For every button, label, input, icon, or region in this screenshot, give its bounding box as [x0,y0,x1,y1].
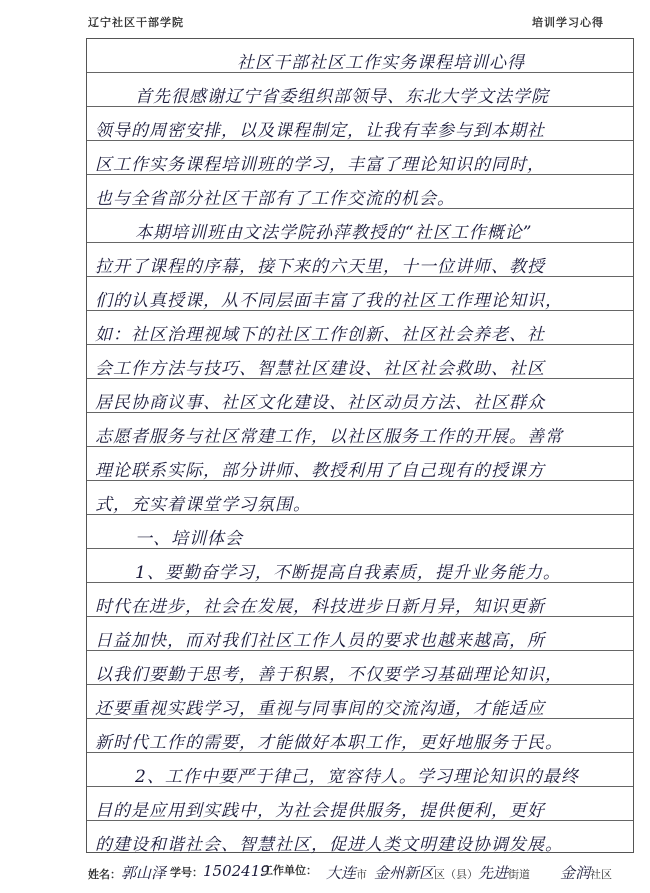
handwritten-line: 领导的周密安排，以及课程制定，让我有幸参与到本期社 [95,121,545,141]
street-value: 先进 [478,864,509,882]
ruled-sheet [86,38,634,853]
handwritten-line: 如：社区治理视域下的社区工作创新、社区社会养老、社 [95,325,545,345]
handwritten-line: 拉开了课程的序幕，接下来的六天里，十一位讲师、教授 [95,257,545,277]
handwritten-line: 新时代工作的需要，才能做好本职工作，更好地服务于民。 [95,733,563,753]
document-type: 培训学习心得 [532,16,604,29]
handwritten-line: 2、工作中要严于律己，宽容待人。学习理论知识的最终 [135,767,579,787]
community-value: 金润 [560,864,591,882]
handwritten-line: 理论联系实际，部分讲师、教授利用了自己现有的授课方 [95,461,545,481]
handwritten-line: 志愿者服务与社区常建工作，以社区服务工作的开展。善常 [95,427,563,447]
city-value: 大连 [326,864,357,882]
handwritten-line: 区工作实务课程培训班的学习，丰富了理论知识的同时， [95,155,545,175]
name-field [88,862,166,883]
city-field [326,862,367,883]
page-header [0,0,650,36]
handwritten-line: 首先很感谢辽宁省委组织部领导、东北大学文法学院 [135,87,549,107]
city-suffix: 市 [356,868,368,881]
handwritten-line: 也与全省部分社区干部有了工作交流的机会。 [95,189,455,209]
student-id-field [170,862,270,880]
handwritten-line: 们的认真授课，从不同层面丰富了我的社区工作理论知识， [95,291,563,311]
handwritten-line: 会工作方法与技巧、智慧社区建设、社区社会救助、社区 [95,359,545,379]
handwritten-line: 本期培训班由文法学院孙萍教授的“社区工作概论” [135,223,533,243]
handwritten-line: 还要重视实践学习，重视与同事间的交流沟通，才能适应 [95,699,545,719]
community-suffix: 社区 [590,868,613,881]
institution-name: 辽宁社区干部学院 [88,16,184,29]
handwritten-line: 时代在进步，社会在发展，科技进步日新月异，知识更新 [95,597,545,617]
work-unit-label: 工作单位： [262,864,317,877]
handwritten-line: 居民协商议事、社区文化建设、社区动员方法、社区群众 [95,393,545,413]
handwritten-line: 以我们要勤于思考，善于积累，不仅要学习基础理论知识， [95,665,563,685]
community-field [560,862,612,883]
handwritten-line: 1、要勤奋学习，不断提高自我素质，提升业务能力。 [135,563,561,583]
handwritten-line: 的建设和谐社会、智慧社区，促进人类文明建设协调发展。 [95,835,563,855]
essay-title: 社区干部社区工作实务课程培训心得 [237,53,525,73]
handwritten-line: 日益加快，而对我们社区工作人员的要求也越来越高，所 [95,631,545,651]
handwritten-line: 式，充实着课堂学习氛围。 [95,495,311,515]
district-field [374,862,478,883]
district-suffix: 区（县） [434,868,479,881]
name-value: 郭山泽 [121,864,167,882]
district-value: 金州新区 [374,864,435,882]
handwritten-line: 目的是应用到实践中，为社会提供服务，提供便利，更好 [95,801,545,821]
student-id-value: 1502419 [203,862,270,880]
name-label: 姓名： [88,868,121,881]
street-field [478,862,530,883]
student-id-label: 学号： [170,866,203,879]
section-heading: 一、培训体会 [135,529,243,549]
page-footer [0,856,650,886]
street-suffix: 街道 [508,868,531,881]
